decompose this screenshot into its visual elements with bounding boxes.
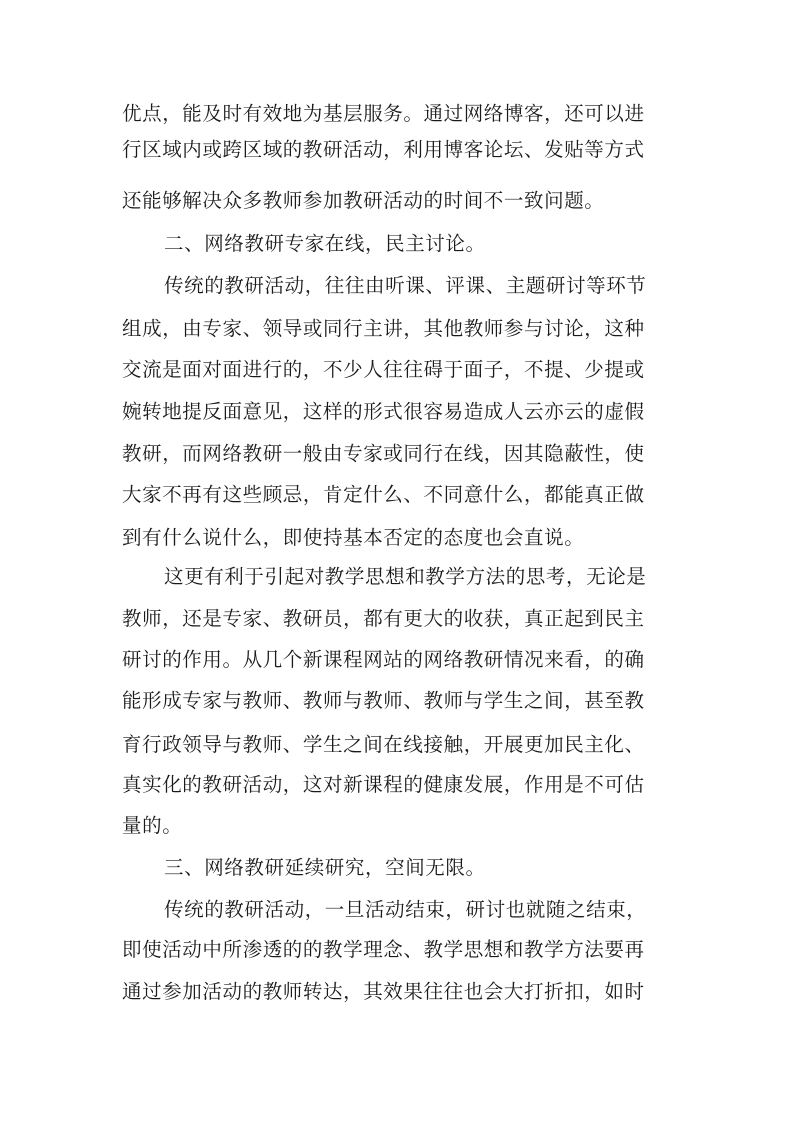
text-line: 真实化的教研活动，这对新课程的健康发展，作用是不可估 [122,773,645,796]
section-heading: 二、网络教研专家在线，民主讨论。 [164,232,486,255]
text-line: 传统的教研活动，往往由听课、评课、主题研讨等环节 [164,274,647,297]
text-line: 婉转地提反面意见，这样的形式很容易造成人云亦云的虚假 [122,400,645,423]
text-line: 组成，由专家、领导或同行主讲，其他教师参与讨论，这种 [122,317,645,340]
text-line: 还能够解决众多教师参加教研活动的时间不一致问题。 [122,189,605,212]
text-line: 能形成专家与教师、教师与教师、教师与学生之间，甚至教 [122,689,645,712]
section-heading: 三、网络教研延续研究，空间无限。 [164,856,486,879]
text-line: 即使活动中所渗透的的教学理念、教学思想和教学方法要再 [122,938,645,961]
text-line: 教研，而网络教研一般由专家或同行在线，因其隐蔽性，使 [122,442,645,465]
text-line: 优点，能及时有效地为基层服务。通过网络博客，还可以进 [122,102,645,125]
text-line: 研讨的作用。从几个新课程网站的网络教研情况来看，的确 [122,648,645,671]
text-line: 行区域内或跨区域的教研活动，利用博客论坛、发贴等方式 [122,138,645,161]
text-line: 传统的教研活动，一旦活动结束，研讨也就随之结束， [164,898,647,921]
text-line: 大家不再有这些顾忌，肯定什么、不同意什么，都能真正做 [122,483,645,506]
text-line: 交流是面对面进行的，不少人往往碍于面子，不提、少提或 [122,358,645,381]
text-line: 育行政领导与教师、学生之间在线接触，开展更加民主化、 [122,733,645,756]
text-line: 教师，还是专家、教研员，都有更大的收获，真正起到民主 [122,607,645,630]
text-line: 到有什么说什么，即使持基本否定的态度也会直说。 [122,526,585,549]
text-line: 量的。 [122,814,183,837]
text-line: 通过参加活动的教师转达，其效果往往也会大打折扣，如时 [122,980,645,1003]
text-line: 这更有利于引起对教学思想和教学方法的思考，无论是 [164,565,647,588]
